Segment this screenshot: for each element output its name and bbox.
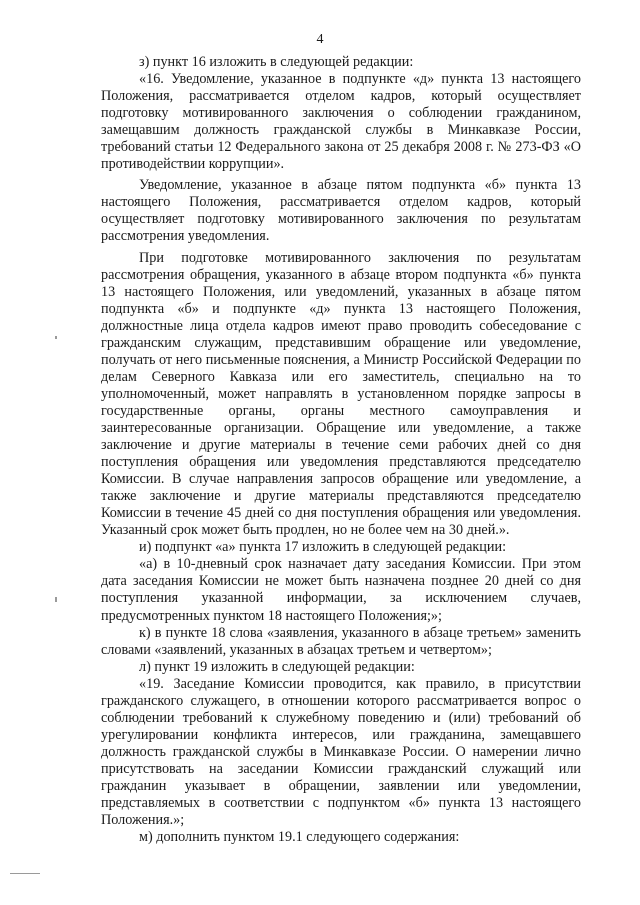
paragraph-item-16: «16. Уведомление, указанное в подпункте «д» пункта 13 настоящего Положения, рассматривается отделом кадров, который осуществляет подготовку мотивированного заключения о соблюдении гражданином, замещавшим должность гражданской службы в Минкавказе России, требований статьи 12 Федерального закона от 25 декабря 2008 г. № 273-ФЗ «О противодействии коррупции». <box>101 71 581 173</box>
paragraph-item-19: «19. Заседание Комиссии проводится, как правило, в присутствии гражданского служащего, в отношении которого рассматривается вопрос о соблюдении требований к служебному поведению и (или) требований об урегулировании конфликта интересов, или гражданина, замещавшего должность гражданской службы в Минкавказе России. О намерении лично присутствовать на заседании Комиссии гражданский служащий или гражданин указывает в обращении, заявлении или уведомлении, представляемых в соответствии с подпунктом «б» пункта 13 настоящего Положения.»; <box>101 675 581 829</box>
document-body <box>101 54 581 846</box>
scan-mark <box>55 597 57 602</box>
paragraph-notification: Уведомление, указанное в абзаце пятом подпункта «б» пункта 13 настоящего Положения, рассматривается отделом кадров, который осуществляет подготовку мотивированного заключения по результатам рассмотрения уведомления. <box>101 177 581 245</box>
paragraph-item-i: и) подпункт «а» пункта 17 изложить в следующей редакции: <box>139 539 507 556</box>
paragraph-item-k: к) в пункте 18 слова «заявления, указанного в абзаце третьем» заменить словами «заявлений, указанных в абзацах третьем и четвертом»; <box>101 624 581 658</box>
scan-mark <box>55 336 57 339</box>
paragraph-item-l: л) пункт 19 изложить в следующей редакции: <box>139 658 415 675</box>
scan-line <box>10 873 40 874</box>
page-number: 4 <box>316 32 324 47</box>
paragraph-preparation: При подготовке мотивированного заключения по результатам рассмотрения обращения, указанного в абзаце втором подпункта «б» пункта 13 настоящего Положения, или уведомлений, указанных в абзаце пятом подпункта «б» и подпункте «д» пункта 13 настоящего Положения, должностные лица отдела кадров имеют право проводить собеседование с гражданским служащим, представившим обращение или уведомление, получать от него письменные пояснения, а Министр Российской Федерации по делам Северного Кавказа или его заместитель, специально на то уполномоченный, может направлять в установленном порядке запросы в государственные органы, органы местного самоуправления и заинтересованные организации. Обращение или уведомление, а также заключение и другие материалы в течение семи рабочих дней со дня поступления обращения или уведомления представляются председателю Комиссии. В случае направления запросов обращение или уведомление, а также заключение и другие материалы представляются председателю Комиссии в течение 45 дней со дня поступления обращения или уведомления. Указанный срок может быть продлен, но не более чем на 30 дней.». <box>101 249 581 539</box>
paragraph-item-z: з) пункт 16 изложить в следующей редакции: <box>139 54 414 70</box>
paragraph-subitem-a: «а) в 10-дневный срок назначает дату заседания Комиссии. При этом дата заседания Комиссии не может быть назначена позднее 20 дней со дня поступления указанной информации, за исключением случаев, предусмотренных пунктом 18 настоящего Положения;»; <box>101 556 581 624</box>
paragraph-item-m: м) дополнить пунктом 19.1 следующего содержания: <box>139 829 460 846</box>
